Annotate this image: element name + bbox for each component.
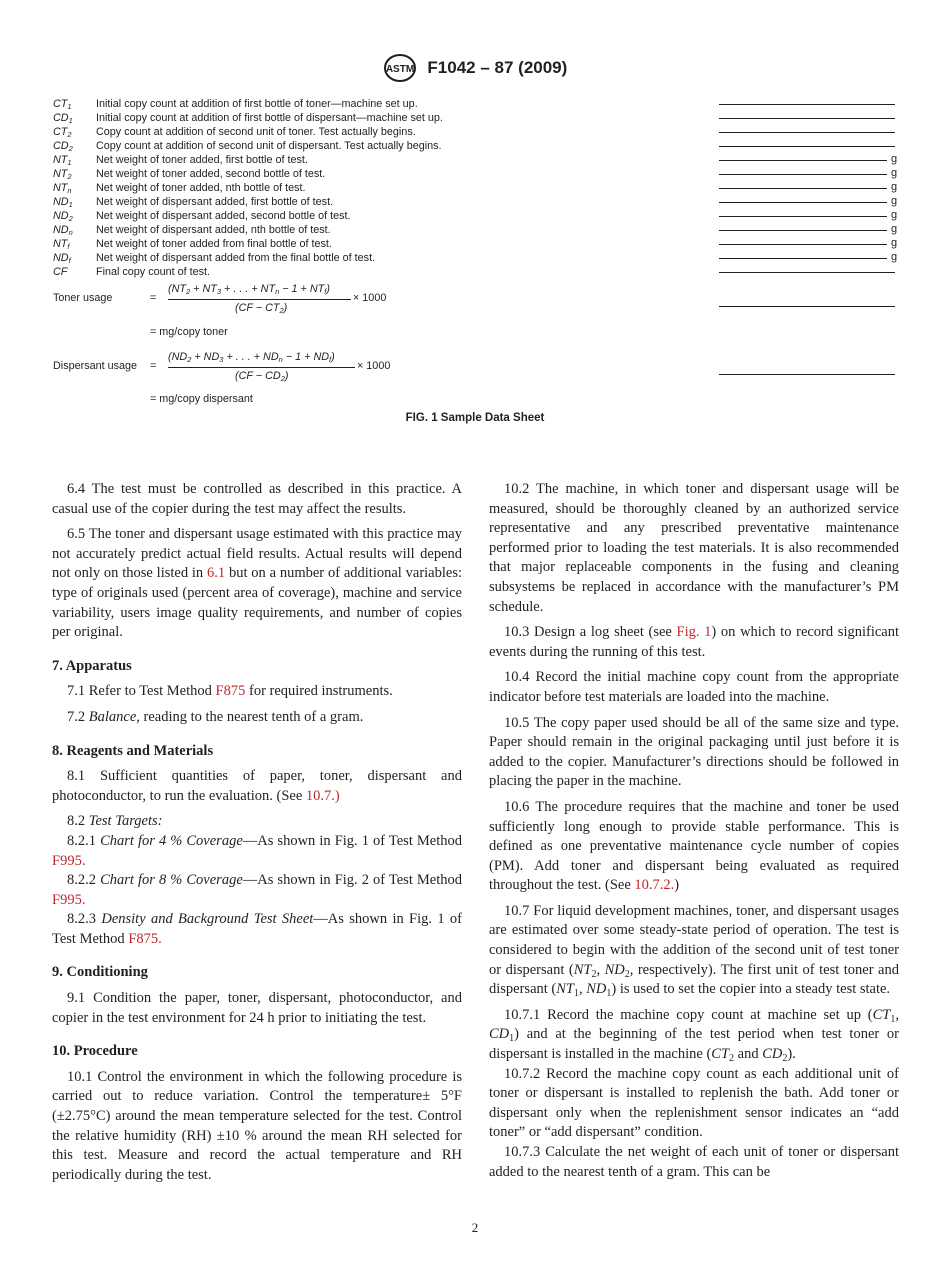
section-heading: 7. Apparatus (52, 657, 132, 674)
entry-line (719, 174, 887, 175)
standard-link[interactable]: F875 (215, 683, 246, 700)
section-link[interactable]: 10.7.) (305, 787, 340, 804)
paragraph: 7.1 Refer to Test Method F875 for required instruments. (67, 683, 393, 700)
right-column (489, 480, 899, 1182)
paragraph: 10.7 For liquid development machines, toner, and dispersant usages are estimated over some steady-state period of operation. The test is considered to begin with the addition of the second unit of test toner or dispersant ($NT_2$, $ND_2$, respectively). The first unit of test toner and dispersant ($NT_1$, $ND_1$) is used to set the copier into a steady test state. (489, 902, 899, 1000)
left-column (52, 480, 462, 1191)
toner-numerator: ($NT_2 + NT_3$ + . . . + $NT_n - 1 + NT_f$) (168, 283, 330, 296)
entry-line (719, 244, 887, 245)
entry-line (719, 132, 895, 133)
unit-label: g (891, 167, 898, 179)
paragraph: 10.7.2 Record the machine copy count as each additional unit of toner or dispersant is installed to replenish the bath. Add toner or dispersant only when the replenishment sensor indicates an “add toner” or “add dispersant” condition. (489, 1065, 899, 1141)
section-link[interactable]: 10.7.2. (634, 877, 675, 894)
entry-line (719, 374, 895, 375)
fraction-bar (168, 367, 355, 368)
toner-denominator: $(CF - CT_2)$ (235, 302, 288, 315)
paragraph: 6.5 The toner and dispersant usage estimated with this practice may not accurately predict actual field results. Actual results will depend not only on those listed in 6.1 but on a number of additional variables: type of originals used (percent area of coverage), machine and service variability, users image quality requirements, and number of copies per original. (52, 526, 463, 641)
paragraph: 10.3 Design a log sheet (see Fig. 1) on which to record significant events during the running of this test. (489, 624, 900, 660)
document-designation: F1042 – 87 (2009) (427, 58, 568, 77)
dispersant-result: = mg/copy dispersant (150, 393, 253, 405)
entry-line (719, 272, 895, 273)
unit-label: g (891, 237, 898, 249)
section-heading: 8. Reagents and Materials (52, 742, 214, 759)
paragraph: 8.2.2 Chart for 8 % Coverage—As shown in Fig. 2 of Test Method F995. (52, 872, 463, 908)
paragraph: 10.7.1 Record the machine copy count at machine set up ($CT_1$, $CD_1$) and at the beginning of the test period when test toner or dispersant is installed in the machine ($CT_2$ and $CD_2$). (489, 1006, 899, 1065)
dispersant-usage-label: Dispersant usage (53, 360, 138, 372)
unit-label: g (891, 181, 898, 193)
paragraph: 10.2 The machine, in which toner and dispersant usage will be measured, should be thoroughly cleaned by an authorized service representative and any prescribed preventative maintenance performed prior to loading the test materials. It is also recommended that major replaceable components in the fusing and cleaning subsystems be replaced in accordance with the manufacturer’s PM schedule. (489, 481, 899, 615)
unit-label: g (891, 153, 898, 165)
paragraph: 9.1 Condition the paper, toner, dispersant, photoconductor, and copier in the test environment for 24 h prior to initiating the test. (52, 990, 462, 1026)
toner-result: = mg/copy toner (150, 326, 228, 338)
entry-line (719, 258, 887, 259)
paragraph: 6.4 The test must be controlled as described in this practice. A casual use of the copier during the test may affect the results. (52, 481, 462, 517)
paragraph: 8.2.3 Density and Background Test Sheet—As shown in Fig. 1 of Test Method F875. (52, 911, 463, 947)
page-number: 2 (471, 1220, 479, 1235)
paragraph: 7.2 Balance, reading to the nearest tenth of a gram. (67, 708, 364, 725)
fraction-bar (168, 299, 351, 300)
unit-label: g (891, 251, 898, 263)
multiplier: × 1000 (353, 292, 387, 304)
section-heading: 9. Conditioning (52, 964, 148, 981)
unit-label: g (891, 223, 898, 235)
paragraph: 10.1 Control the environment in which the following procedure is carried out to reduce variation. Control the temperature± 5°F (±2.75°C) around the mean temperature selected for the test. Control the relative humidity (RH) ±10 % around the mean RH selected for this test. Measure and record the actual temperature and RH periodically during the test. (52, 1068, 462, 1183)
entry-line (719, 306, 895, 307)
entry-line (719, 118, 895, 119)
paragraph: 8.2 Test Targets: (67, 813, 163, 830)
section-link[interactable]: 6.1 (207, 565, 226, 582)
entry-line (719, 216, 887, 217)
paragraph: 8.1 Sufficient quantities of paper, toner, dispersant and photoconductor, to run the evaluation. (See 10.7.) (52, 768, 462, 804)
figure-caption: FIG. 1 Sample Data Sheet (405, 412, 545, 424)
unit-label: g (891, 195, 898, 207)
multiplier: × 1000 (357, 360, 391, 372)
entry-line (719, 146, 895, 147)
standard-link[interactable]: F995. (52, 891, 86, 908)
entry-line (719, 188, 887, 189)
toner-usage-label: Toner usage (53, 292, 113, 304)
standard-link[interactable]: F995. (52, 852, 86, 869)
figure-link[interactable]: Fig. 1 (676, 624, 712, 641)
entry-line (719, 160, 887, 161)
equals-sign: = (150, 360, 157, 372)
dispersant-denominator: $(CF - CD_2)$ (235, 370, 289, 383)
equals-sign: = (150, 292, 157, 304)
paragraph: 10.6 The procedure requires that the machine and toner be used sufficiently long enough to provide stable performance. This is defined as one preventative maintenance cycle number of copies (PM). Add toner and dispersant being evaluated as required throughout the test. (See 10.7.2.) (489, 798, 899, 894)
standard-link[interactable]: F875. (128, 930, 162, 947)
unit-label: g (891, 209, 898, 221)
paragraph: 10.4 Record the initial machine copy count from the appropriate indicator before test materials are loaded into the machine. (489, 669, 899, 705)
section-heading: 10. Procedure (52, 1043, 138, 1060)
entry-line (719, 202, 887, 203)
paragraph: 8.2.1 Chart for 4 % Coverage—As shown in Fig. 1 of Test Method F995. (52, 832, 463, 869)
dispersant-numerator: ($ND_2 + ND_3$ + . . . + $ND_n - 1 + ND_f$) (168, 351, 335, 364)
svg-text:ASTM: ASTM (385, 64, 414, 75)
entry-line (719, 230, 887, 231)
page-header (0, 53, 950, 83)
paragraph: 10.5 The copy paper used should be all of the same size and type. Paper should remain in the original packaging until just before it is added to the copier. Manufacturer’s directions should be followed in placing the paper in the machine. (489, 714, 899, 790)
paragraph: 10.7.3 Calculate the net weight of each unit of toner or dispersant added to the nearest tenth of a gram. This can be (489, 1144, 899, 1180)
astm-logo-icon (383, 53, 417, 83)
entry-line (719, 104, 895, 105)
